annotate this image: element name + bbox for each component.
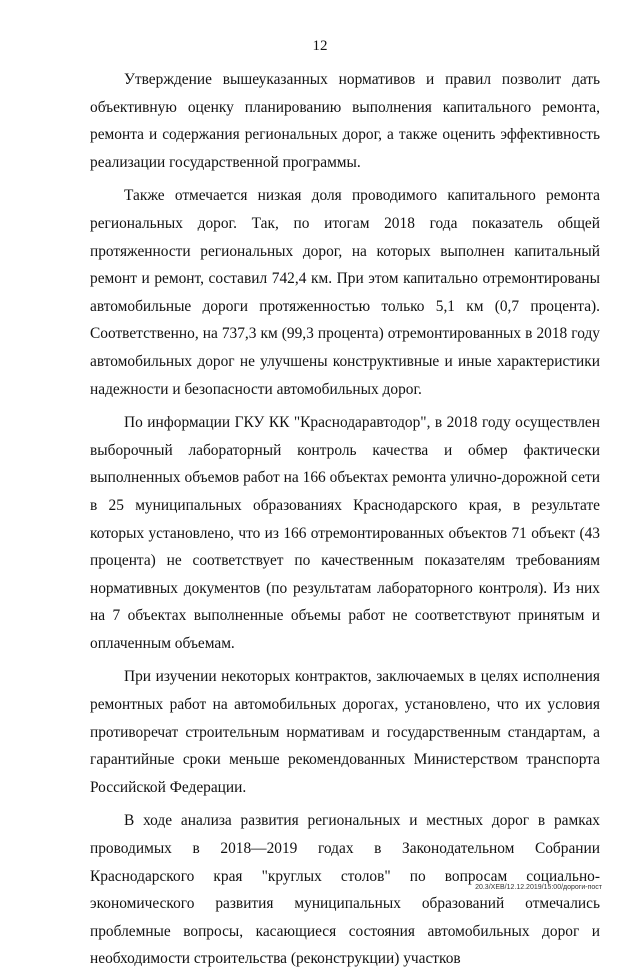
paragraph-5: В ходе анализа развития региональных и местных дорог в рамках проводимых в 2018—2019 годах в Законодательном Собрании Краснодарского края "круглых столов" по вопросам социально-экономического развития муниципальных образований отмечались проблемные вопросы, касающиеся состояния автомобильных дорог и необходимости строительства (реконструкции) участков [90, 812, 600, 968]
paragraph-3: По информации ГКУ КК "Краснодаравтодор", в 2018 году осуществлен выборочный лабораторный контроль качества и обмер фактически выполненных объемов работ на 166 объектах ремонта улично-дорожной сети в 25 муниципальных образованиях Краснодарского края, в результате которых установлено, что из 166 отремонтированных объектов 71 объект (43 процента) не соответствует по качественным показателям требованиям нормативных документов (по результатам лабораторного контроля). Из них на 7 объектах выполненные объемы работ не соответствуют принятым и оплаченным объемам. [90, 414, 600, 652]
paragraph-1: Утверждение вышеуказанных нормативов и правил позволит дать объективную оценку планированию выполнения капитального ремонта, ремонта и содержания региональных дорог, а также оценить эффективность реализации государственной программы. [90, 71, 600, 171]
paragraph-4: При изучении некоторых контрактов, заключаемых в целях исполнения ремонтных работ на автомобильных дорогах, установлено, что их условия противоречат строительным нормативам и государственным стандартам, а гарантийные сроки меньше рекомендованных Министерством транспорта Российской Федерации. [90, 668, 600, 796]
document-footer-code: 20.3/ХЕВ/12.12.2019/15:00/дороги-пост [475, 884, 602, 891]
document-body [90, 66, 600, 979]
paragraph-2: Также отмечается низкая доля проводимого капитального ремонта региональных дорог. Так, по итогам 2018 года показатель общей протяженности региональных дорог, на которых выполнен капитальный ремонт и ремонт, составил 742,4 км. При этом капитально отремонтированы автомобильные дороги протяженностью только 5,1 км (0,7 процента). Соответственно, на 737,3 км (99,3 процента) отремонтированных в 2018 году автомобильных дорог не улучшены конструктивные и иные характеристики надежности и безопасности автомобильных дорог. [90, 187, 600, 398]
page-number: 12 [312, 38, 328, 54]
